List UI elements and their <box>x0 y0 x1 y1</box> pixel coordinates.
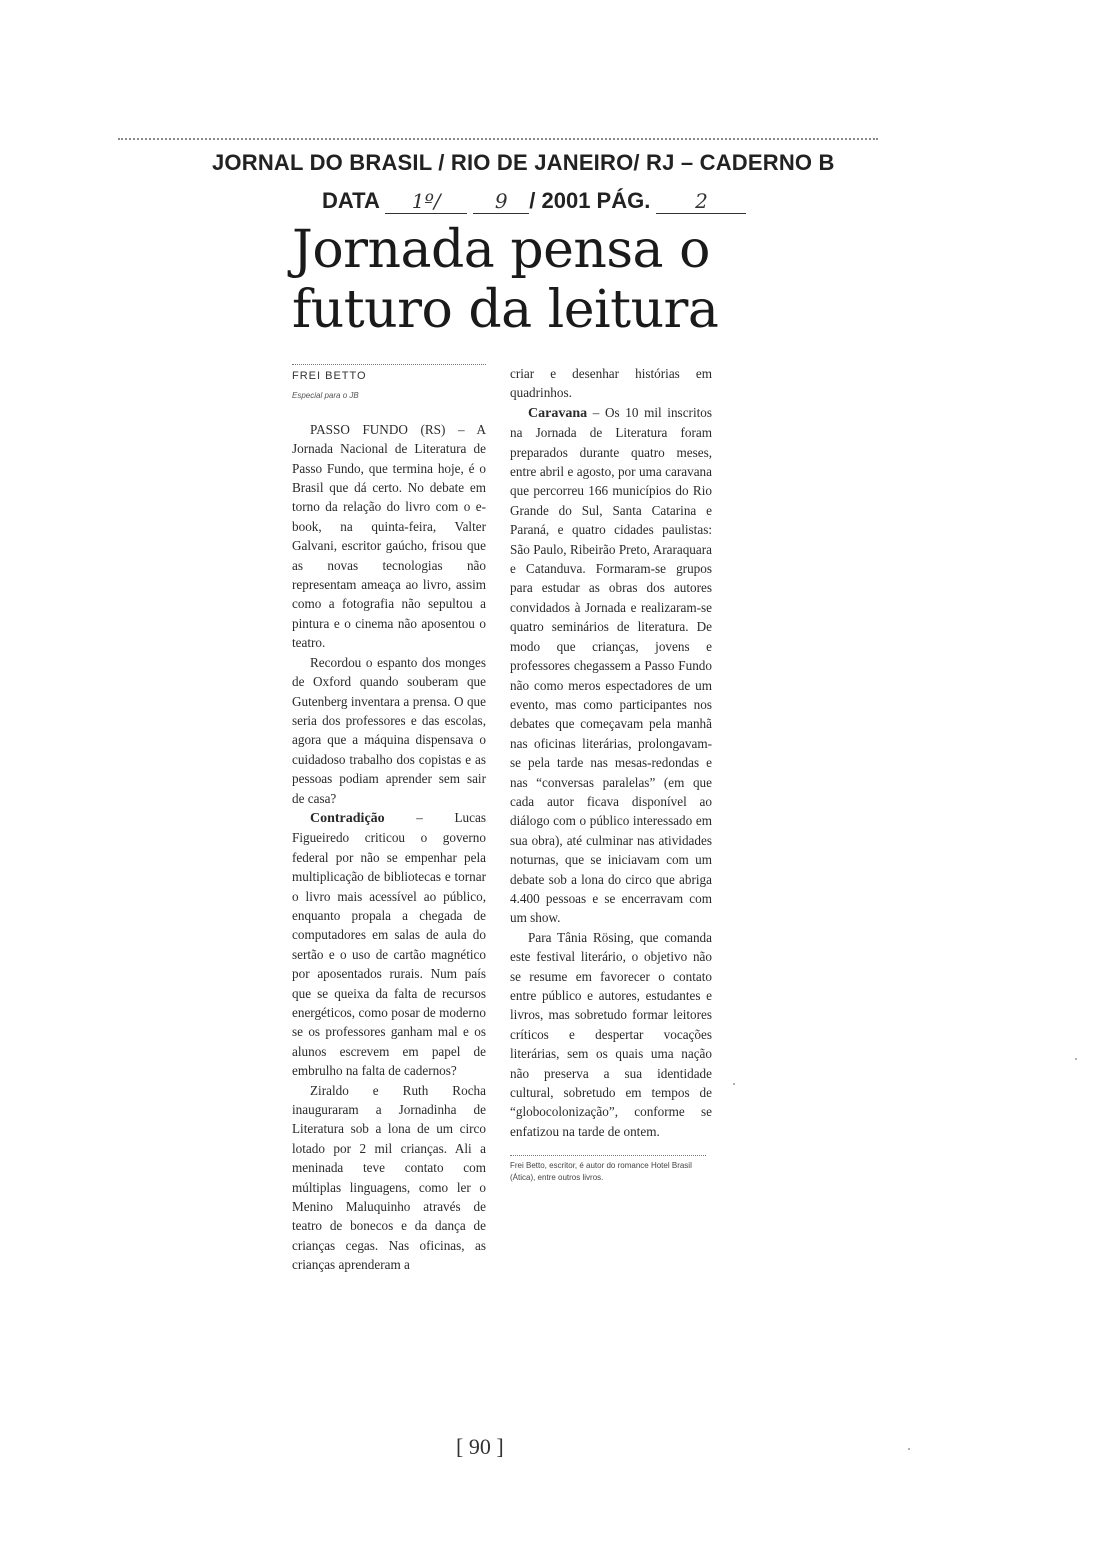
subheading: Caravana <box>528 405 588 421</box>
date-label: DATA <box>322 188 380 213</box>
paragraph: Ziraldo e Ruth Rocha inauguraram a Jornadinha de Literatura sob a lona de um circo lotado por 2 mil crianças. Ali a meninada teve contato com múltiplas linguagens, como ler o Menino Maluquinho através de teatro de bonecos e da dança de crianças cegas. Nas oficinas, as crianças aprenderam a <box>292 1082 486 1273</box>
page-number: [ 90 ] <box>456 1434 504 1459</box>
page-field: 2 <box>656 189 746 214</box>
date-year-page: / 2001 PÁG. <box>529 188 651 213</box>
byline-role: Especial para o JB <box>292 391 359 401</box>
subheading: Contradição <box>310 810 385 826</box>
author-footnote: Frei Betto, escritor, é autor do romance Hotel Brasil (Ática), entre outros livros. <box>510 1155 706 1184</box>
paragraph: Recordou o espanto dos monges de Oxford quando souberam que Gutenberg inventara a prensa. O que seria dos professores e das escolas, agora que a máquina dispensava o cuidadoso trabalho dos copistas e as pessoas podiam aprender sem sair de casa? <box>292 654 486 806</box>
dateline <box>322 188 746 214</box>
scan-speck <box>733 1083 735 1085</box>
byline-author: FREI BETTO <box>292 364 486 386</box>
top-dotted-rule <box>118 138 878 140</box>
paragraph: criar e desenhar histórias em quadrinhos. <box>510 366 712 401</box>
article-column-left <box>292 364 486 1275</box>
subheading-text: – Os 10 mil inscritos na Jornada de Literatura foram preparados durante quatro meses, entre abril e agosto, por uma caravana que percorreu 166 municípios do Rio Grande do Sul, Santa Catarina e Paraná, e quatro cidades paulistas: São Paulo, Ribeirão Preto, Araraquara e Catanduva. Formaram-se grupos para estudar as obras dos autores convidados à Jornada e realizaram-se quatro seminários de literatura. De modo que crianças, jovens e professores chegassem a Passo Fundo não como meros espectadores de um evento, mas como participantes nos debates que começavam pela manhã nas oficinas literárias, prolongavam-se pela tarde nas mesas-redondas e nas “conversas paralelas” (em que cada autor ficava disponível ao diálogo com o público interessado em sua obra), até culminar nas atividades noturnas, que se iniciavam com um debate sob a lona do circo que abriga 4.400 pessoas e se encerravam com um show. <box>510 404 712 926</box>
paragraph: PASSO FUNDO (RS) – A Jornada Nacional de Literatura de Passo Fundo, que termina hoje, é o Brasil que dá certo. No debate em torno da relação do livro com o e-book, na quinta-feira, Valter Galvani, escritor gaúcho, frisou que as novas tecnologias não representam ameaça ao livro, assim como a fotografia não sepultou a pintura e o cinema não aposentou o teatro. <box>292 421 486 651</box>
scan-speck <box>908 1448 910 1450</box>
paragraph <box>510 403 712 928</box>
article-headline: Jornada pensa o futuro da leitura <box>292 220 719 340</box>
date-month: 9 <box>473 189 529 214</box>
date-day: 1º/ <box>385 189 467 214</box>
article-column-right <box>510 364 712 1184</box>
paragraph: Para Tânia Rösing, que comanda este festival literário, o objetivo não se resume em favorecer o contato entre público e autores, estudantes e livros, mas sobretudo formar leitores críticos e despertar vocações literárias, sem os quais uma nação não preserva a sua identidade cultural, sobretudo em tempos de “globocolonização”, conforme se enfatizou na tarde de ontem. <box>510 929 712 1139</box>
scan-speck <box>1075 1058 1077 1060</box>
paragraph <box>292 808 486 1081</box>
subheading-text: – Lucas Figueiredo criticou o governo federal por não se empenhar pela multiplicação de bibliotecas e tornar o livro mais acessível ao público, enquanto propala a chegada de computadores em salas de aula do sertão e o uso de cartão magnético por aposentados rurais. Num país que se queixa da falta de recursos energéticos, como posar de moderno se os professores ganham mal e os alunos escrevem em papel de embrulho na falta de cadernos? <box>292 809 486 1079</box>
newspaper-masthead: JORNAL DO BRASIL / RIO DE JANEIRO/ RJ – CADERNO B <box>212 150 835 175</box>
